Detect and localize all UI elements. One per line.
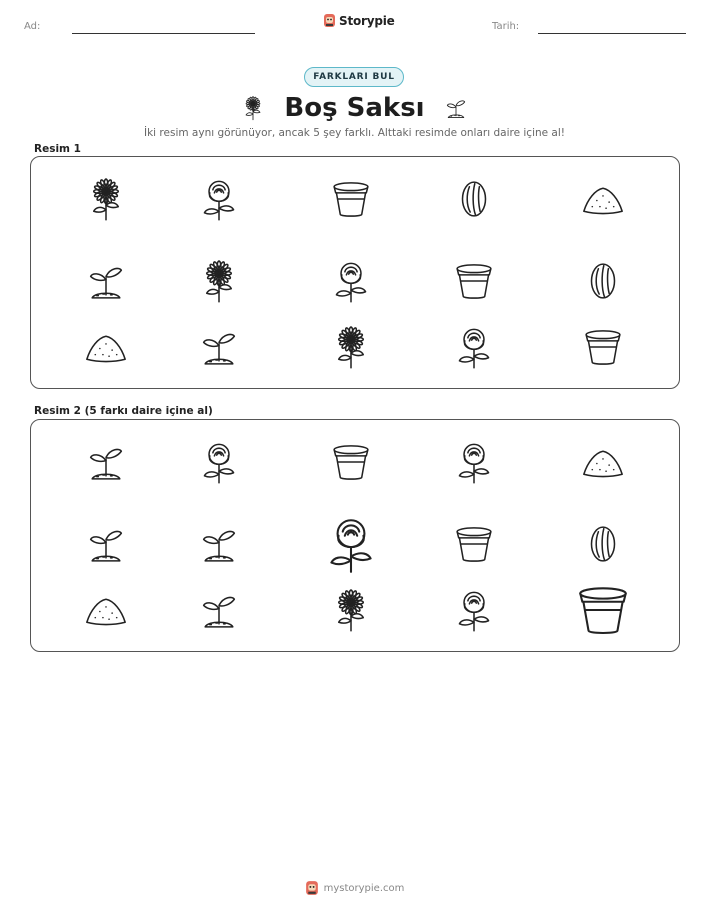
peony-icon[interactable] [451, 439, 497, 485]
peony-icon [328, 258, 374, 304]
sprout-icon[interactable] [83, 439, 129, 485]
seed-icon [580, 258, 626, 304]
title-row [0, 90, 709, 126]
instructions: İki resim aynı görünüyor, ancak 5 şey farklı. Alttaki resimde onları daire içine al! [144, 127, 565, 139]
date-label: Tarih: [492, 21, 520, 32]
flower-pot-icon[interactable] [328, 439, 374, 485]
soil-pile-icon[interactable] [580, 439, 626, 485]
flower-pot-icon [580, 324, 626, 370]
name-line [72, 33, 255, 34]
chrysanthemum-icon [83, 176, 129, 222]
seed-icon[interactable] [580, 521, 626, 567]
soil-pile-icon [580, 176, 626, 222]
brand [323, 13, 395, 28]
storypie-logo-icon [305, 880, 319, 896]
activity-badge: FARKLARI BUL [304, 67, 404, 87]
peony-icon [451, 324, 497, 370]
flower-pot-icon[interactable] [572, 579, 634, 641]
footer-site: mystorypie.com [323, 882, 405, 894]
soil-pile-icon [83, 324, 129, 370]
chrysanthemum-icon [328, 324, 374, 370]
chrysanthemum-icon [240, 93, 266, 123]
flower-pot-icon [451, 258, 497, 304]
seed-icon [451, 176, 497, 222]
sprout-icon [83, 258, 129, 304]
brand-name: Storypie [339, 13, 395, 28]
storypie-logo-icon [323, 13, 336, 28]
peony-icon[interactable] [320, 513, 382, 575]
picture1-label: Resim 1 [34, 143, 81, 155]
worksheet-header [0, 0, 709, 50]
chrysanthemum-icon[interactable] [328, 587, 374, 633]
soil-pile-icon[interactable] [83, 587, 129, 633]
name-label: Ad: [24, 21, 41, 32]
footer [0, 880, 709, 896]
date-line [538, 33, 686, 34]
flower-pot-icon [328, 176, 374, 222]
sprout-icon[interactable] [196, 521, 242, 567]
sprout-icon[interactable] [83, 521, 129, 567]
sprout-icon [443, 93, 469, 123]
flower-pot-icon[interactable] [451, 521, 497, 567]
peony-icon[interactable] [451, 587, 497, 633]
picture2-panel[interactable] [30, 419, 680, 652]
peony-icon[interactable] [196, 439, 242, 485]
sprout-icon [196, 324, 242, 370]
picture2-label: Resim 2 (5 farkı daire içine al) [34, 405, 213, 417]
chrysanthemum-icon [196, 258, 242, 304]
page-title: Boş Saksı [284, 93, 425, 123]
picture1-panel [30, 156, 680, 389]
sprout-icon[interactable] [196, 587, 242, 633]
peony-icon [196, 176, 242, 222]
